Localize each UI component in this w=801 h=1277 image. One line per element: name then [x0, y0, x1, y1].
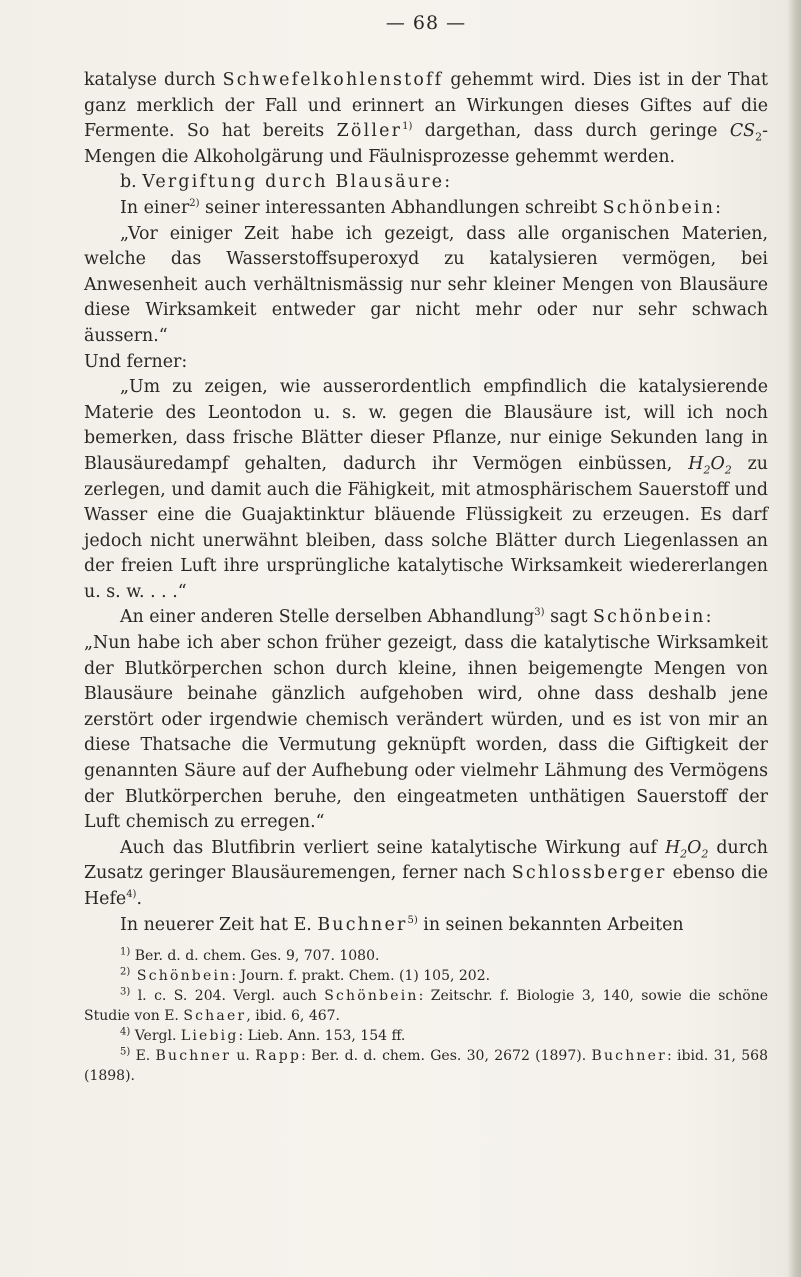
footnote-mark: 5): [120, 1046, 131, 1058]
footnote-text: : Ber. d. d. chem. Ges. 30, 2672 (1897).: [301, 1048, 592, 1065]
formula-subscript: 2: [755, 130, 763, 144]
formula: CS: [729, 121, 756, 142]
quote-1: „Vor einiger Zeit habe ich gezeigt, dass alle organischen Materien, welche das Wasserstoffsuperoxyd zu katalysieren vermögen, bei Anwesenheit auch verhältnismässig nur sehr kleiner Mengen von Blausäure diese Wirksamkeit entweder gar nicht mehr oder nur sehr schwach äussern.“: [84, 223, 768, 346]
author-name: Schönbein: [324, 988, 419, 1005]
footnote-text: u.: [231, 1048, 256, 1065]
footnote-text: Vergl.: [130, 1028, 181, 1045]
formula-subscript: 2: [701, 847, 709, 861]
formula-part: O: [687, 837, 702, 858]
author-name: Liebig: [180, 1028, 239, 1045]
footnote-4: [84, 1026, 768, 1046]
footnote-separator: [84, 938, 768, 946]
formula-subscript: 2: [703, 463, 711, 477]
paragraph-other-place: [84, 605, 768, 631]
text-run: In neuerer Zeit hat E.: [120, 914, 318, 935]
footnote-ref[interactable]: 2): [189, 198, 200, 210]
footnote-mark: 3): [120, 986, 131, 998]
footnote-text: : Lieb. Ann. 153, 154 ff.: [238, 1028, 406, 1045]
author-name: Rapp: [255, 1048, 302, 1065]
text-run: katalyse durch: [84, 70, 223, 90]
footnote-mark: 2): [120, 966, 131, 978]
text-run: :: [705, 607, 712, 628]
footnote-text: : Zeitschr. f. Biologie 3, 140, sowie die schöne Studie von E.: [84, 988, 768, 1025]
formula-h2o2: [664, 837, 709, 861]
page-edge-shadow: [787, 0, 801, 1277]
footnote-text: : Journ. f. prakt. Chem. (1) 105, 202.: [231, 968, 491, 985]
text-run: Auch das Blutfibrin verliert seine katalytische Wirkung auf: [120, 837, 665, 858]
footnote-text: , ibid. 6, 467.: [246, 1008, 340, 1025]
text-run: „Um zu zeigen, wie ausserordentlich empfindlich die katalysierende Materie des Leontodon u. s. w. gegen die Blausäure ist, will ich noch bemerken, dass frische Blätter dieser Pflanze, nur einige Sekunden lang in Blausäuredampf gehalten, dadurch ihr Vermögen einbüssen,: [84, 377, 768, 474]
text-run: ebenso die Hefe: [84, 863, 768, 909]
footnotes: [84, 946, 768, 1086]
text-run: In einer: [120, 197, 190, 218]
footnote-text: E.: [130, 1048, 156, 1065]
spaced-term: Schwefelkohlenstoff: [222, 70, 444, 90]
formula-part: O: [710, 453, 725, 474]
text-run: :: [715, 197, 722, 218]
paragraph-und-ferner: Und ferner:: [84, 351, 188, 372]
footnote-mark: 1): [120, 946, 131, 958]
footnote-5: [84, 1046, 768, 1086]
text-run: :: [444, 172, 451, 193]
paragraph-blutfibrin: [84, 836, 768, 913]
quote-3: „Nun habe ich aber schon früher gezeigt, dass die katalytische Wirksamkeit der Blutkörperchen schon durch kleine, ihnen beigemengte Mengen von Blausäure beinahe gänzlich aufgehoben wird, ohne dass deshalb jene zerstört oder irgendwie chemisch verändert würden, und es ist von mir an diese Thatsache die Vermutung geknüpft worden, dass die Giftigkeit der genannten Säure auf der Aufhebung oder vielmehr Lähmung des Vermögens der Blutkörperchen beruhe, den eingeatmeten unthätigen Sauerstoff der Luft chemisch zu erregen.“: [84, 633, 768, 833]
text-run: .: [136, 889, 142, 909]
footnote-text: Ber. d. d. chem. Ges. 9, 707. 1080.: [130, 948, 380, 965]
footnote-ref[interactable]: 5): [407, 914, 418, 926]
text-run: durch Zusatz geringer Blausäuremengen, ferner nach: [84, 837, 768, 884]
text-run: -Mengen die Alkoholgärung und Fäulnisprozesse gehemmt werden.: [84, 121, 768, 167]
footnote-mark: 4): [120, 1026, 131, 1038]
text-run: dargethan, dass durch geringe: [412, 121, 730, 142]
footnote-3: [84, 986, 768, 1026]
footnote-ref[interactable]: 4): [126, 889, 137, 901]
footnote-text: l. c. S. 204. Vergl. auch: [130, 988, 325, 1005]
author-name: Schaer: [183, 1008, 247, 1025]
text-run: sagt: [544, 607, 594, 628]
text-run: in seinen bekannten Arbeiten: [417, 914, 684, 935]
quote-2: [84, 375, 768, 605]
author-name: Zöller: [336, 121, 403, 142]
text-run: zu zerlegen, und damit auch die Fähigkeit, mit atmosphärischem Sauerstoff und Wasser eine die Guajaktinktur bläuende Flüssigkeit zu erzeugen. Es darf jedoch nicht unerwähnt bleiben, dass solche Blätter durch Liegenlassen an der freien Luft ihre ursprüngliche katalytische Wirksamkeit wiedererlangen u. s. w. . . .“: [84, 453, 768, 602]
section-letter: b.: [120, 172, 143, 193]
footnote-ref[interactable]: 3): [534, 607, 545, 619]
footnote-ref[interactable]: 1): [402, 121, 413, 133]
author-name: Buchner: [155, 1048, 232, 1065]
author-name: Schönbein: [130, 968, 232, 985]
text-run: An einer anderen Stelle derselben Abhandlung: [120, 607, 535, 628]
text-run: gehemmt wird. Dies ist in der That ganz merklich der Fall und erinnert an Wirkungen dieses Giftes auf die Fermente. So hat bereits: [84, 70, 768, 142]
footnote-text: : ibid. 31, 568 (1898).: [84, 1048, 768, 1085]
page-number: — 68 —: [385, 12, 467, 34]
formula-part: H: [688, 453, 704, 474]
author-name: Buchner: [317, 914, 408, 935]
text-run: seiner interessanten Abhandlungen schreibt: [199, 197, 603, 218]
formula-subscript: 2: [724, 463, 732, 477]
paragraph-intro-quote: [84, 196, 768, 222]
formula-part: H: [664, 837, 681, 858]
footnote-2: [84, 966, 768, 986]
formula-h2o2: [688, 453, 732, 477]
paragraph-buchner: [84, 913, 768, 939]
footnote-1: [84, 946, 768, 966]
paragraph-catalysis: [84, 68, 768, 170]
author-name: Buchner: [591, 1048, 668, 1065]
author-name: Schlossberger: [511, 863, 667, 884]
section-title: Vergiftung durch Blausäure: [142, 172, 445, 193]
author-name: Schönbein: [593, 607, 706, 628]
formula-subscript: 2: [680, 847, 688, 861]
author-name: Schönbein: [602, 197, 716, 218]
section-heading-b: [84, 170, 768, 196]
page-content: [84, 10, 768, 1086]
